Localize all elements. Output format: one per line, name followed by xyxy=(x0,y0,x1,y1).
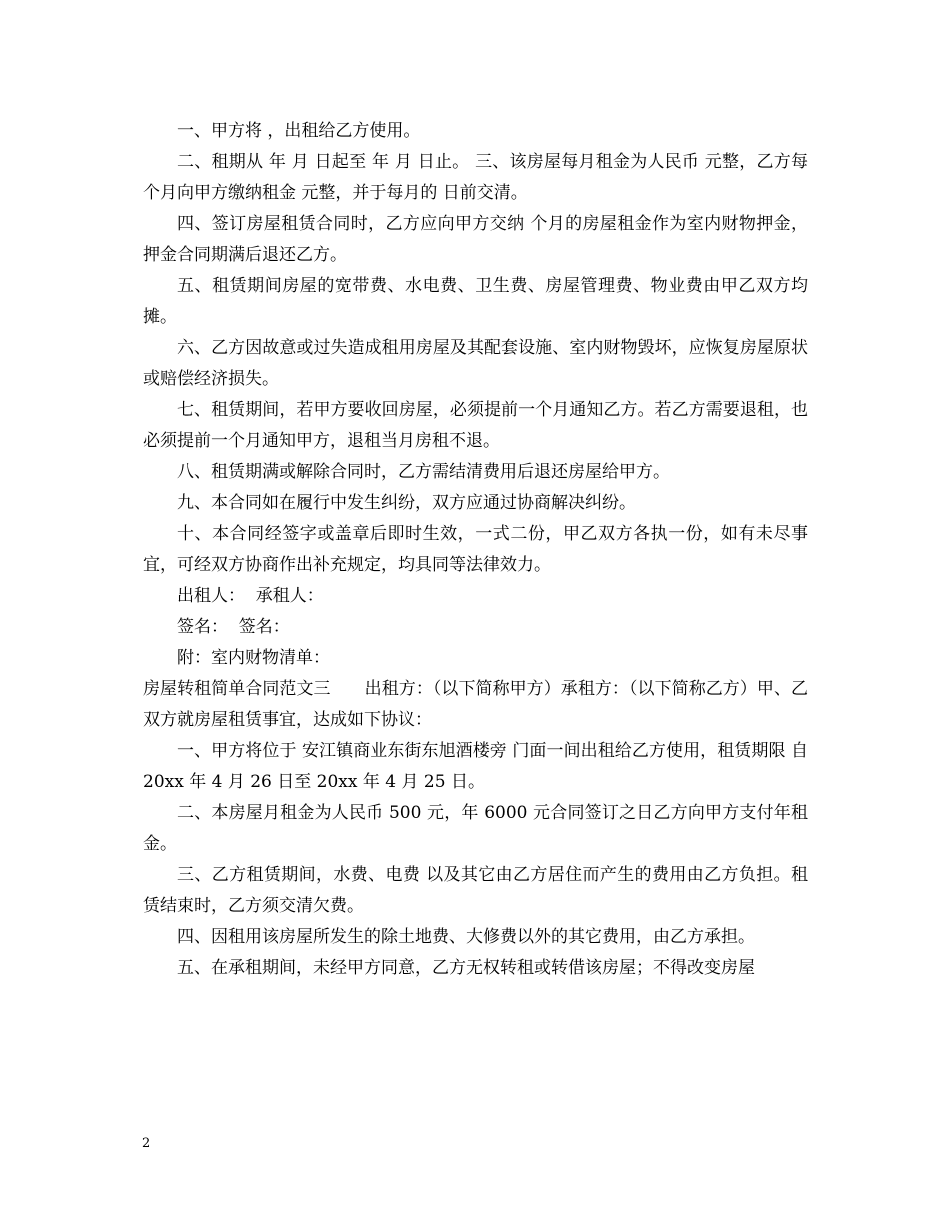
clause-6-damage: 六、乙方因故意或过失造成租用房屋及其配套设施、室内财物毁坏，应恢复房屋原状或赔偿经济损失。 xyxy=(143,338,808,389)
clause-10-effect: 十、本合同经签字或盖章后即时生效，一式二份，甲乙双方各执一份，如有未尽事宜，可经双方协商作出补充规定，均具同等法律效力。 xyxy=(143,524,808,575)
section3-clause-4: 四、因租用该房屋所发生的除土地费、大修费以外的其它费用，由乙方承担。 xyxy=(177,927,755,947)
appendix-line: 附：室内财物清单： xyxy=(177,648,330,668)
section3-clause-1: 一、甲方将位于 安江镇商业东街东旭酒楼旁 门面一间出租给乙方使用，租赁期限 自 20xx 年 4 月 26 日至 20xx 年 4 月 25 日。 xyxy=(143,741,814,792)
clause-1-lease-item: 一、甲方将 ，出租给乙方使用。 xyxy=(177,121,421,141)
document-body xyxy=(143,116,814,984)
page-number: 2 xyxy=(142,1136,151,1151)
clause-7-termination-notice: 七、租赁期间，若甲方要收回房屋，必须提前一个月通知乙方。若乙方需要退租，也必须提前一个月通知甲方，退租当月房租不退。 xyxy=(143,400,808,451)
section3-clause-2: 二、本房屋月租金为人民币 500 元，年 6000 元合同签订之日乙方向甲方支付年租金。 xyxy=(143,803,808,854)
parties-line: 出租人： 承租人： xyxy=(177,586,324,606)
clause-8-expiry: 八、租赁期满或解除合同时，乙方需结清费用后退还房屋给甲方。 xyxy=(177,462,670,482)
clause-5-fees: 五、租赁期间房屋的宽带费、水电费、卫生费、房屋管理费、物业费由甲乙双方均摊。 xyxy=(143,276,808,327)
section-heading-template-three: 房屋转租简单合同范文三 出租方：（以下简称甲方）承租方：（以下简称乙方）甲、乙双方就房屋租赁事宜，达成如下协议： xyxy=(143,679,808,730)
clause-9-disputes: 九、本合同如在履行中发生纠纷，双方应通过协商解决纠纷。 xyxy=(177,493,636,513)
section3-clause-5: 五、在承租期间，未经甲方同意，乙方无权转租或转借该房屋；不得改变房屋 xyxy=(177,958,755,978)
signature-line: 签名： 签名： xyxy=(177,617,290,637)
clause-4-deposit: 四、签订房屋租赁合同时，乙方应向甲方交纳 个月的房屋租金作为室内财物押金，押金合同期满后退还乙方。 xyxy=(143,214,808,265)
section3-clause-3: 三、乙方租赁期间，水费、电费 以及其它由乙方居住而产生的费用由乙方负担。租赁结束时，乙方须交清欠费。 xyxy=(143,865,808,916)
clause-2-lease-term-rent: 二、租期从 年 月 日起至 年 月 日止。 三、该房屋每月租金为人民币 元整，乙方每 个月向甲方缴纳租金 元整，并于每月的 日前交清。 xyxy=(143,152,814,203)
